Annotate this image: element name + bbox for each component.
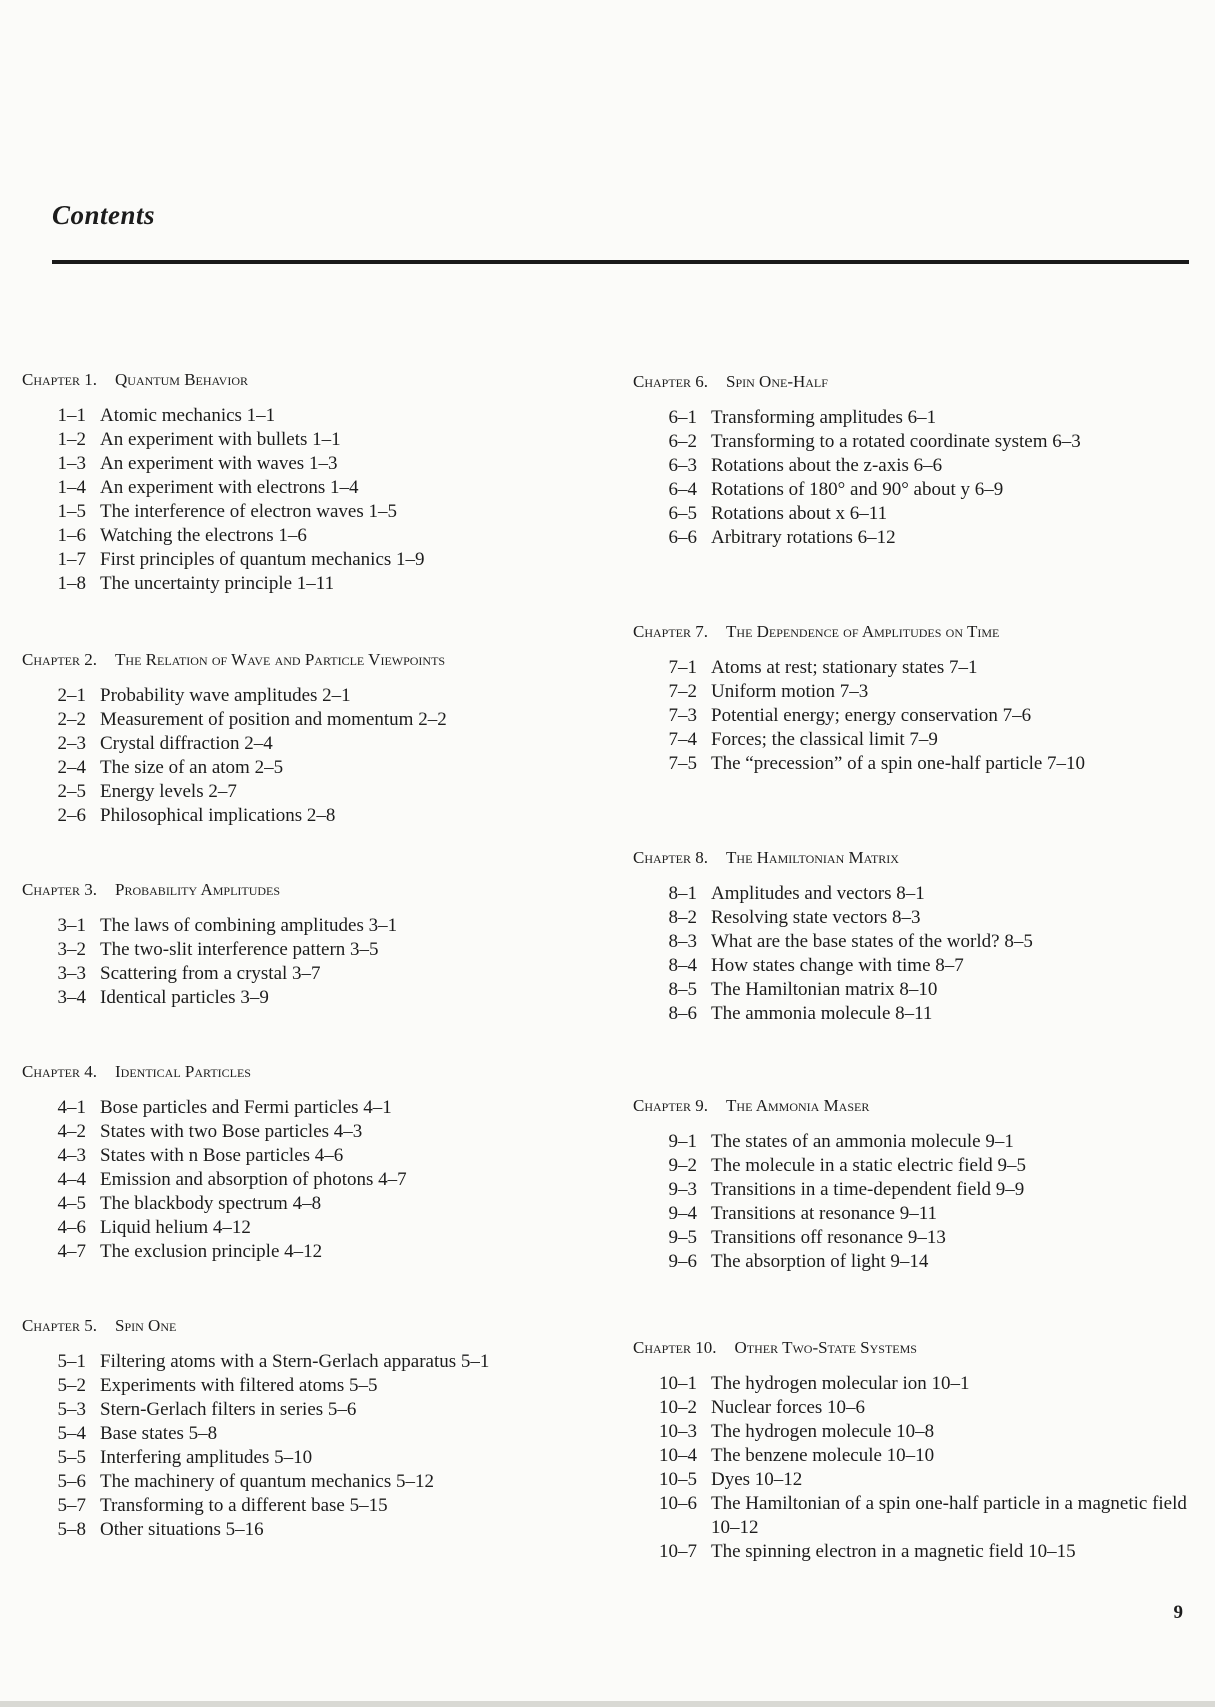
section-number: 9–3 bbox=[668, 1179, 697, 1200]
section-title: Philosophical implications 2–8 bbox=[100, 805, 336, 826]
section-title: The machinery of quantum mechanics 5–12 bbox=[100, 1471, 434, 1492]
section-title: Crystal diffraction 2–4 bbox=[100, 733, 273, 754]
section-title: The two-slit interference pattern 3–5 bbox=[100, 939, 379, 960]
chapter-block bbox=[633, 1336, 1193, 1564]
section-title: Liquid helium 4–12 bbox=[100, 1217, 251, 1238]
section-entry[interactable] bbox=[633, 502, 1193, 526]
section-number: 2–5 bbox=[57, 781, 86, 802]
section-list bbox=[22, 1096, 582, 1264]
section-entry[interactable] bbox=[22, 1422, 582, 1446]
chapter-title: Spin One-Half bbox=[726, 372, 828, 391]
section-title: Other situations 5–16 bbox=[100, 1519, 264, 1540]
section-number: 1–5 bbox=[57, 501, 86, 522]
section-title: The ammonia molecule 8–11 bbox=[711, 1003, 933, 1024]
section-title: Transitions off resonance 9–13 bbox=[711, 1227, 946, 1248]
section-title: Measurement of position and momentum 2–2 bbox=[100, 709, 447, 730]
section-title: Base states 5–8 bbox=[100, 1423, 218, 1444]
section-list bbox=[633, 882, 1193, 1026]
page-number: 9 bbox=[1173, 1602, 1183, 1623]
chapter-title: Probability Amplitudes bbox=[115, 880, 281, 899]
section-number: 10–5 bbox=[659, 1469, 697, 1490]
section-list bbox=[22, 914, 582, 1010]
section-entry[interactable] bbox=[22, 986, 582, 1010]
section-title: Rotations about the z-axis 6–6 bbox=[711, 455, 943, 476]
section-entry[interactable] bbox=[22, 1470, 582, 1494]
section-title: How states change with time 8–7 bbox=[711, 955, 964, 976]
chapter-title: Spin One bbox=[115, 1316, 177, 1335]
section-title: The Hamiltonian matrix 8–10 bbox=[711, 979, 938, 1000]
section-entry[interactable] bbox=[22, 476, 582, 500]
chapter-title: Other Two-State Systems bbox=[734, 1338, 917, 1357]
section-title: Atoms at rest; stationary states 7–1 bbox=[711, 657, 978, 678]
section-number: 6–4 bbox=[668, 479, 697, 500]
section-number: 5–1 bbox=[57, 1351, 86, 1372]
chapter-label: Chapter 1. bbox=[22, 370, 98, 389]
chapter-block bbox=[633, 370, 1193, 550]
section-list bbox=[22, 1350, 582, 1542]
chapter-heading bbox=[633, 370, 1193, 394]
section-title: States with two Bose particles 4–3 bbox=[100, 1121, 363, 1142]
chapter-label: Chapter 3. bbox=[22, 880, 98, 899]
chapter-title: The Hamiltonian Matrix bbox=[726, 848, 899, 867]
section-entry[interactable] bbox=[633, 656, 1193, 680]
title-rule bbox=[52, 260, 1189, 264]
section-number: 5–3 bbox=[57, 1399, 86, 1420]
section-entry[interactable] bbox=[633, 728, 1193, 752]
section-title: Potential energy; energy conservation 7–6 bbox=[711, 705, 1032, 726]
section-number: 2–4 bbox=[57, 757, 86, 778]
section-number: 2–1 bbox=[57, 685, 86, 706]
chapter-heading bbox=[22, 1314, 582, 1338]
page-title: Contents bbox=[52, 200, 156, 230]
chapter-title: Quantum Behavior bbox=[115, 370, 248, 389]
section-number: 6–1 bbox=[668, 407, 697, 428]
section-number: 9–2 bbox=[668, 1155, 697, 1176]
section-number: 8–5 bbox=[668, 979, 697, 1000]
section-list bbox=[633, 406, 1193, 550]
section-number: 8–6 bbox=[668, 1003, 697, 1024]
section-number: 3–1 bbox=[57, 915, 86, 936]
section-number: 3–4 bbox=[57, 987, 86, 1008]
section-entry[interactable] bbox=[22, 1494, 582, 1518]
section-entry[interactable] bbox=[22, 1144, 582, 1168]
section-entry[interactable] bbox=[633, 704, 1193, 728]
section-entry[interactable] bbox=[633, 680, 1193, 704]
chapter-heading bbox=[22, 878, 582, 902]
section-number: 8–4 bbox=[668, 955, 697, 976]
section-entry[interactable] bbox=[22, 428, 582, 452]
section-entry[interactable] bbox=[633, 1492, 1193, 1540]
chapter-title: The Relation of Wave and Particle Viewpoints bbox=[115, 650, 446, 669]
section-entry[interactable] bbox=[633, 1250, 1193, 1274]
section-entry[interactable] bbox=[22, 1120, 582, 1144]
section-entry[interactable] bbox=[22, 914, 582, 938]
section-entry[interactable] bbox=[22, 732, 582, 756]
section-list bbox=[633, 1130, 1193, 1274]
section-number: 10–1 bbox=[659, 1373, 697, 1394]
section-number: 1–6 bbox=[57, 525, 86, 546]
section-title: An experiment with electrons 1–4 bbox=[100, 477, 359, 498]
section-title: Rotations of 180° and 90° about y 6–9 bbox=[711, 479, 1004, 500]
section-title: Filtering atoms with a Stern-Gerlach apparatus 5–1 bbox=[100, 1351, 490, 1372]
section-entry[interactable] bbox=[22, 1374, 582, 1398]
section-entry[interactable] bbox=[633, 454, 1193, 478]
section-number: 8–1 bbox=[668, 883, 697, 904]
section-entry[interactable] bbox=[633, 1178, 1193, 1202]
chapter-block bbox=[22, 368, 582, 596]
section-title: The blackbody spectrum 4–8 bbox=[100, 1193, 322, 1214]
section-entry[interactable] bbox=[22, 708, 582, 732]
section-title: What are the base states of the world? 8–5 bbox=[711, 931, 1033, 952]
section-title: Uniform motion 7–3 bbox=[711, 681, 869, 702]
section-title: Identical particles 3–9 bbox=[100, 987, 269, 1008]
section-title: Rotations about x 6–11 bbox=[711, 503, 888, 524]
chapter-label: Chapter 4. bbox=[22, 1062, 98, 1081]
section-title: The exclusion principle 4–12 bbox=[100, 1241, 323, 1262]
section-entry[interactable] bbox=[22, 756, 582, 780]
section-entry[interactable] bbox=[22, 684, 582, 708]
chapter-block bbox=[22, 1060, 582, 1264]
section-entry[interactable] bbox=[633, 882, 1193, 906]
section-entry[interactable] bbox=[633, 752, 1193, 776]
section-number: 7–4 bbox=[668, 729, 697, 750]
section-title: An experiment with bullets 1–1 bbox=[100, 429, 341, 450]
section-entry[interactable] bbox=[22, 1096, 582, 1120]
section-number: 8–3 bbox=[668, 931, 697, 952]
section-title: Transitions at resonance 9–11 bbox=[711, 1203, 938, 1224]
bottom-edge bbox=[0, 1701, 1215, 1707]
chapter-heading bbox=[633, 1094, 1193, 1118]
section-title: Transforming amplitudes 6–1 bbox=[711, 407, 937, 428]
section-title: The states of an ammonia molecule 9–1 bbox=[711, 1131, 1014, 1152]
section-number: 1–7 bbox=[57, 549, 86, 570]
section-number: 9–1 bbox=[668, 1131, 697, 1152]
section-title: The interference of electron waves 1–5 bbox=[100, 501, 397, 522]
section-entry[interactable] bbox=[633, 1202, 1193, 1226]
section-entry[interactable] bbox=[633, 526, 1193, 550]
chapter-block bbox=[22, 648, 582, 828]
section-title: The size of an atom 2–5 bbox=[100, 757, 284, 778]
section-title: Interfering amplitudes 5–10 bbox=[100, 1447, 313, 1468]
chapter-block bbox=[22, 878, 582, 1010]
section-entry[interactable] bbox=[633, 978, 1193, 1002]
section-number: 1–4 bbox=[57, 477, 86, 498]
section-title: Watching the electrons 1–6 bbox=[100, 525, 307, 546]
section-title: The molecule in a static electric field 9–5 bbox=[711, 1155, 1026, 1176]
section-entry[interactable] bbox=[633, 1372, 1193, 1396]
left-column bbox=[22, 368, 582, 1542]
chapter-heading bbox=[633, 620, 1193, 644]
section-entry[interactable] bbox=[22, 572, 582, 596]
chapter-heading bbox=[633, 1336, 1193, 1360]
section-number: 5–7 bbox=[57, 1495, 86, 1516]
section-number: 4–2 bbox=[57, 1121, 86, 1142]
chapter-block bbox=[22, 1314, 582, 1542]
section-entry[interactable] bbox=[22, 1192, 582, 1216]
section-title: An experiment with waves 1–3 bbox=[100, 453, 338, 474]
section-number: 4–7 bbox=[57, 1241, 86, 1262]
section-entry[interactable] bbox=[22, 938, 582, 962]
right-column bbox=[633, 370, 1193, 1564]
section-title: Experiments with filtered atoms 5–5 bbox=[100, 1375, 378, 1396]
section-number: 2–2 bbox=[57, 709, 86, 730]
section-title: Amplitudes and vectors 8–1 bbox=[711, 883, 925, 904]
section-number: 9–4 bbox=[668, 1203, 697, 1224]
section-title: Nuclear forces 10–6 bbox=[711, 1397, 866, 1418]
section-title: The spinning electron in a magnetic field 10–15 bbox=[711, 1541, 1076, 1562]
section-entry[interactable] bbox=[22, 780, 582, 804]
section-title: Transitions in a time-dependent field 9–9 bbox=[711, 1179, 1025, 1200]
section-number: 10–7 bbox=[659, 1541, 697, 1562]
chapter-title: Identical Particles bbox=[115, 1062, 251, 1081]
section-entry[interactable] bbox=[633, 1468, 1193, 1492]
section-title: The absorption of light 9–14 bbox=[711, 1251, 929, 1272]
section-title: Probability wave amplitudes 2–1 bbox=[100, 685, 351, 706]
section-number: 1–2 bbox=[57, 429, 86, 450]
section-title: Emission and absorption of photons 4–7 bbox=[100, 1169, 407, 1190]
chapter-block bbox=[633, 846, 1193, 1026]
section-title: Stern-Gerlach filters in series 5–6 bbox=[100, 1399, 357, 1420]
section-number: 3–2 bbox=[57, 939, 86, 960]
section-title: First principles of quantum mechanics 1–9 bbox=[100, 549, 425, 570]
section-entry[interactable] bbox=[22, 962, 582, 986]
section-number: 9–6 bbox=[668, 1251, 697, 1272]
section-entry[interactable] bbox=[633, 906, 1193, 930]
section-number: 4–1 bbox=[57, 1097, 86, 1118]
section-number: 2–3 bbox=[57, 733, 86, 754]
chapter-label: Chapter 9. bbox=[633, 1096, 709, 1115]
section-number: 3–3 bbox=[57, 963, 86, 984]
section-entry[interactable] bbox=[22, 1350, 582, 1374]
section-title: Dyes 10–12 bbox=[711, 1469, 803, 1490]
section-title: Scattering from a crystal 3–7 bbox=[100, 963, 321, 984]
section-number: 8–2 bbox=[668, 907, 697, 928]
chapter-heading bbox=[633, 846, 1193, 870]
section-title: The benzene molecule 10–10 bbox=[711, 1445, 935, 1466]
section-title: Arbitrary rotations 6–12 bbox=[711, 527, 896, 548]
section-title: Transforming to a different base 5–15 bbox=[100, 1495, 388, 1516]
section-title: The hydrogen molecular ion 10–1 bbox=[711, 1373, 970, 1394]
section-title: Energy levels 2–7 bbox=[100, 781, 237, 802]
section-number: 5–5 bbox=[57, 1447, 86, 1468]
section-number: 6–3 bbox=[668, 455, 697, 476]
section-entry[interactable] bbox=[22, 404, 582, 428]
section-number: 6–2 bbox=[668, 431, 697, 452]
section-entry[interactable] bbox=[633, 1002, 1193, 1026]
section-entry[interactable] bbox=[22, 1518, 582, 1542]
section-number: 1–8 bbox=[57, 573, 86, 594]
section-entry[interactable] bbox=[633, 1540, 1193, 1564]
chapter-title: The Dependence of Amplitudes on Time bbox=[726, 622, 1000, 641]
chapter-block bbox=[633, 620, 1193, 776]
section-number: 10–3 bbox=[659, 1421, 697, 1442]
section-entry[interactable] bbox=[633, 1444, 1193, 1468]
section-number: 6–5 bbox=[668, 503, 697, 524]
section-list bbox=[22, 404, 582, 596]
section-title: The hydrogen molecule 10–8 bbox=[711, 1421, 935, 1442]
section-number: 4–5 bbox=[57, 1193, 86, 1214]
section-number: 5–2 bbox=[57, 1375, 86, 1396]
section-title: The Hamiltonian of a spin one-half particle in a magnetic field 10–12 bbox=[711, 1493, 1187, 1538]
chapter-block bbox=[633, 1094, 1193, 1274]
section-entry[interactable] bbox=[22, 524, 582, 548]
section-number: 5–4 bbox=[57, 1423, 86, 1444]
section-number: 6–6 bbox=[668, 527, 697, 548]
section-list bbox=[633, 656, 1193, 776]
section-number: 7–5 bbox=[668, 753, 697, 774]
chapter-heading bbox=[22, 648, 582, 672]
section-number: 1–1 bbox=[57, 405, 86, 426]
section-entry[interactable] bbox=[633, 1226, 1193, 1250]
section-entry[interactable] bbox=[22, 1216, 582, 1240]
section-number: 7–2 bbox=[668, 681, 697, 702]
section-entry[interactable] bbox=[22, 1446, 582, 1470]
section-number: 4–6 bbox=[57, 1217, 86, 1238]
section-entry[interactable] bbox=[22, 548, 582, 572]
section-list bbox=[633, 1372, 1193, 1564]
section-number: 4–3 bbox=[57, 1145, 86, 1166]
chapter-title: The Ammonia Maser bbox=[726, 1096, 870, 1115]
chapter-label: Chapter 2. bbox=[22, 650, 98, 669]
chapter-heading bbox=[22, 368, 582, 392]
section-entry[interactable] bbox=[633, 1130, 1193, 1154]
section-entry[interactable] bbox=[633, 930, 1193, 954]
section-entry[interactable] bbox=[22, 1240, 582, 1264]
chapter-label: Chapter 8. bbox=[633, 848, 709, 867]
section-number: 1–3 bbox=[57, 453, 86, 474]
section-entry[interactable] bbox=[633, 430, 1193, 454]
section-title: The “precession” of a spin one-half particle 7–10 bbox=[711, 753, 1086, 774]
section-title: Transforming to a rotated coordinate system 6–3 bbox=[711, 431, 1081, 452]
section-title: States with n Bose particles 4–6 bbox=[100, 1145, 344, 1166]
section-entry[interactable] bbox=[633, 1420, 1193, 1444]
chapter-label: Chapter 10. bbox=[633, 1338, 717, 1357]
section-entry[interactable] bbox=[633, 954, 1193, 978]
chapter-label: Chapter 6. bbox=[633, 372, 709, 391]
section-title: The uncertainty principle 1–11 bbox=[100, 573, 335, 594]
section-number: 7–1 bbox=[668, 657, 697, 678]
section-entry[interactable] bbox=[633, 1154, 1193, 1178]
section-entry[interactable] bbox=[22, 1168, 582, 1192]
section-number: 10–6 bbox=[659, 1493, 697, 1514]
section-number: 4–4 bbox=[57, 1169, 86, 1190]
section-number: 5–6 bbox=[57, 1471, 86, 1492]
section-entry[interactable] bbox=[22, 804, 582, 828]
section-title: The laws of combining amplitudes 3–1 bbox=[100, 915, 398, 936]
chapter-heading bbox=[22, 1060, 582, 1084]
section-number: 5–8 bbox=[57, 1519, 86, 1540]
section-title: Forces; the classical limit 7–9 bbox=[711, 729, 938, 750]
section-entry[interactable] bbox=[633, 478, 1193, 502]
section-number: 2–6 bbox=[57, 805, 86, 826]
section-entry[interactable] bbox=[633, 1396, 1193, 1420]
section-entry[interactable] bbox=[22, 1398, 582, 1422]
section-title: Resolving state vectors 8–3 bbox=[711, 907, 921, 928]
section-number: 9–5 bbox=[668, 1227, 697, 1248]
section-list bbox=[22, 684, 582, 828]
section-title: Atomic mechanics 1–1 bbox=[100, 405, 276, 426]
section-entry[interactable] bbox=[633, 406, 1193, 430]
section-number: 7–3 bbox=[668, 705, 697, 726]
section-number: 10–2 bbox=[659, 1397, 697, 1418]
section-number: 10–4 bbox=[659, 1445, 697, 1466]
chapter-label: Chapter 7. bbox=[633, 622, 709, 641]
section-title: Bose particles and Fermi particles 4–1 bbox=[100, 1097, 392, 1118]
chapter-label: Chapter 5. bbox=[22, 1316, 98, 1335]
section-entry[interactable] bbox=[22, 500, 582, 524]
section-entry[interactable] bbox=[22, 452, 582, 476]
